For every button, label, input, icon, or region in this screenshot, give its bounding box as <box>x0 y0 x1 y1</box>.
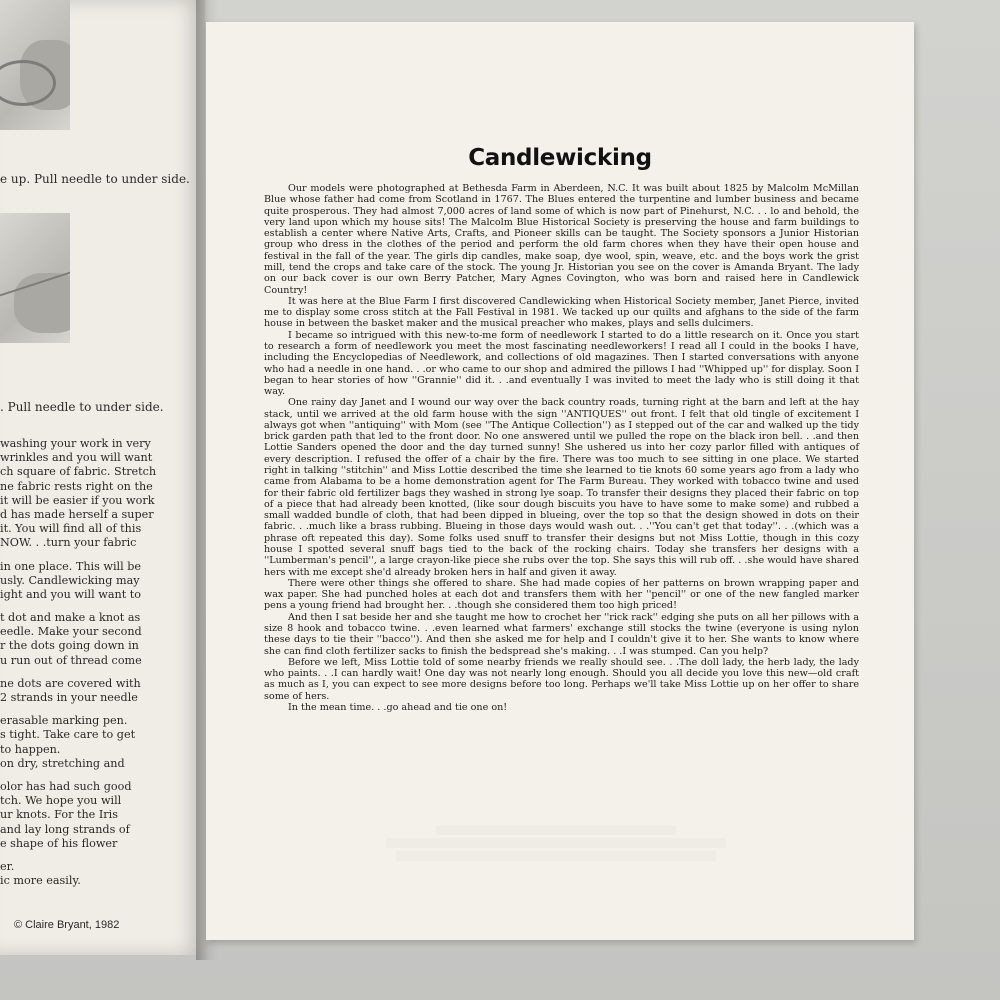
left-page <box>0 0 205 955</box>
left-page-line <box>0 668 200 677</box>
left-page-text <box>0 437 200 888</box>
left-page-line: u run out of thread come <box>0 653 142 667</box>
left-page-line <box>0 551 200 560</box>
left-page-line: on dry, stretching and <box>0 756 125 770</box>
left-page-line: it. You will find all of this <box>0 522 142 536</box>
left-page-line: olor has had such good <box>0 779 132 793</box>
left-page-line: 2 strands in your needle <box>0 691 138 704</box>
left-page-line <box>0 771 200 780</box>
left-page-line: ur knots. For the Iris <box>0 808 118 822</box>
left-page-line: tch. We hope you will <box>0 794 122 808</box>
article-paragraph: And then I sat beside her and she taught me how to crochet her ''rick rack'' edging she puts on all her pillows with a size 8 hook and tobacco twine. . .even learned what farmers' exchange still stocks the twine (everyone is using nylon these days to tie their ''bacco''). And then she asked me for help and I couldn't give it to her. She wants to know where she can find cloth fertilizer sacks to finish the bedspread she's making. . .I was stumped. Can you help? <box>264 611 859 657</box>
left-page-line: d has made herself a super <box>0 507 154 521</box>
left-page-line: ic more easily. <box>0 874 81 888</box>
left-page-line: ch square of fabric. Stretch <box>0 465 157 479</box>
left-page-line: erasable marking pen. <box>0 714 128 728</box>
article-body <box>264 183 859 713</box>
left-page-line: ne dots are covered with <box>0 676 141 690</box>
article-paragraph: It was here at the Blue Farm I first discovered Candlewicking when Historical Society member, Janet Pierce, invited me to display some cross stitch at the Fall Festival in 1981. We tacked up our quilts and afghans to the side of the farm house in between the basket maker and the musical preacher who makes, plays and sells dulcimers. <box>264 295 859 330</box>
left-page-line <box>0 851 200 860</box>
article-paragraph: In the mean time. . .go ahead and tie one on! <box>288 701 508 713</box>
left-page-line: in one place. This will be <box>0 559 142 573</box>
left-page-line: t dot and make a knot as <box>0 611 141 625</box>
photo-caption: . Pull needle to under side. <box>0 400 164 414</box>
left-page-line: ight and you will want to <box>0 587 142 601</box>
left-page-line: r the dots going down in <box>0 639 139 653</box>
article-paragraph: Before we left, Miss Lottie told of some nearby friends we really should see. . .The doll lady, the herb lady, the lady who paints. . .I can hardly wait! One day was not nearly long enough. Should you all decide you love this new—old craft as much as I, you can expect to see more designs before too long. Perhaps we'll take Miss Lottie up on her offer to share some of hers. <box>264 656 859 702</box>
article-paragraph: There were other things she offered to share. She had made copies of her patterns on brown wrapping paper and wax paper. She had punched holes at each dot and transfers them with her ''pencil'' or one of the new fangled marker pens a young friend had brought her. . .though she considered them too high priced! <box>264 577 859 612</box>
instruction-photo <box>0 213 70 343</box>
left-page-line: s tight. Take care to get <box>0 728 136 742</box>
left-page-line: NOW. . .turn your fabric <box>0 536 137 550</box>
instruction-photo <box>0 0 70 130</box>
left-page-line: er. <box>0 859 15 873</box>
left-page-line <box>0 705 200 714</box>
left-page-line: washing your work in very <box>0 437 151 450</box>
article-paragraph: I became so intrigued with this new-to-me form of needlework I started to do a little research on it. Once you start to research a form of needlework you meet the most fascinating needleworkers! I read all I could in the books I have, including the Encyclopedias of Needlework, and collections of old magazines. Then I started conversations with anyone who had a needle in one hand. . .or who came to our shop and admired the pillows I had ''Whipped up'' for display. Soon I began to hear stories of how ''Grannie'' did it. . .and eventually I was invited to meet the lady who is still doing it that way. <box>264 329 859 398</box>
left-page-line: e shape of his flower <box>0 836 118 850</box>
copyright-notice: © Claire Bryant, 1982 <box>14 919 120 931</box>
article-paragraph: One rainy day Janet and I wound our way over the back country roads, turning right at the barn and left at the hay stack, until we arrived at the old farm house with the sign ''ANTIQUES'' out front. I felt that old tingle of excitement I always got when ''antiquing'' with Mom (see ''The Antique Collection'') as I stepped out of the car and walked up the tidy brick garden path that led to the front door. No one answered until we pulled the rope on the black iron bell. . .and then Lottie Sanders opened the door and the day turned sunny! She ushered us into her cozy parlor filled with antiques of every description. I refused the offer of a chair by the fire. There was too much to see sitting in one place. We started right in talking ''stitchin'' and Miss Lottie described the time she learned to tie knots 60 some years ago from a lady who came from Alabama to be a home demonstration agent for The Farm Bureau. They worked with tobacco twine and used for their fabric old fertilizer bags they washed in strong lye soap. To transfer their designs they placed their fabric on top of a piece that had already been knotted, (like sour dough biscuits you have to have some to make some) and rubbed a small wadded bundle of cloth, that had been dipped in blueing, over the top so that the design showed in dots on their fabric. . .much like a brass rubbing. Blueing in those days would wash out. . .''You can't get that today''. . .(which was a phrase oft repeated this day). Some folks used snuff to transfer their designs but not Miss Lottie, though in this cozy house I spotted several snuff bags tied to the back of the rocking chairs. Today she transfers her designs with a ''Lumberman's pencil'', a large crayon-like piece she rubs over the top. She says this will rub off. . .she would have shared hers with me except she'd already broken hers in half and given it away. <box>264 397 859 578</box>
left-page-line: eedle. Make your second <box>0 625 142 639</box>
show-through-text <box>376 822 736 864</box>
left-page-line: it will be easier if you work <box>0 493 155 507</box>
left-page-line: to happen. <box>0 742 61 756</box>
left-page-line: usly. Candlewicking may <box>0 573 140 587</box>
article-paragraph: Our models were photographed at Bethesda Farm in Aberdeen, N.C. It was built about 1825 by Malcolm McMillan Blue whose father had come from Scotland in 1767. The Blues entered the turpentine and lumber business and became quite prosperous. They had almost 7,000 acres of land some of which is now part of Pinehurst, N.C. . . lo and behold, the very land upon which my house sits! The Malcolm Blue Historical Society is preserving the house and farm buildings to establish a center where Native Arts, Crafts, and Pioneer skills can be taught. The Society sponsors a Junior Historian group who dress in the clothes of the period and perform the old farm chores when they have their open house and festival in the fall of the year. The girls dip candles, make soap, dye wool, spin, weave, etc. and the boys work the grist mill, tend the crops and take care of the stock. The young Jr. Historian you see on the cover is Amanda Bryant. The lady on our back cover is our own Berry Patcher, Mary Agnes Covington, who was born and raised here in Candlewick Country! <box>264 183 859 296</box>
left-page-line <box>0 602 200 611</box>
article-title: Candlewicking <box>468 145 652 171</box>
left-page-line: wrinkles and you will want <box>0 451 153 465</box>
left-page-line: and lay long strands of <box>0 822 130 836</box>
left-page-line: ne fabric rests right on the <box>0 479 153 493</box>
right-page <box>206 22 914 940</box>
photo-caption: e up. Pull needle to under side. <box>0 172 190 186</box>
